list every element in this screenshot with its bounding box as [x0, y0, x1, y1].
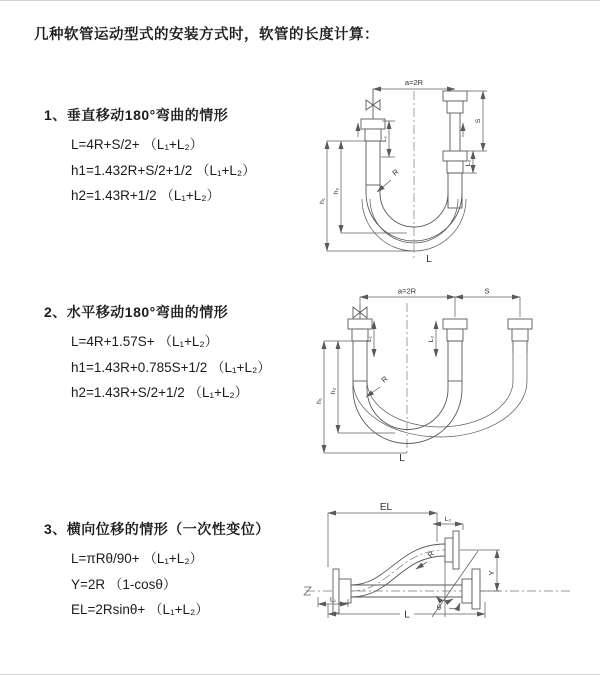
formula-L: L=πRθ/90+ （L₁+L₂） — [71, 551, 204, 566]
radius-label: R — [379, 374, 390, 385]
dim-h2-label: h₂ — [330, 387, 337, 395]
diagram-lateral-displacement — [304, 502, 572, 621]
radius-label: R — [425, 549, 437, 560]
page-title: 几种软管运动型式的安装方式时，软管的长度计算： — [34, 27, 379, 43]
right-hose-braid — [448, 173, 462, 208]
dimension-s — [467, 91, 487, 151]
formula-EL: EL=2Rsinθ+ （L₁+L₂） — [71, 602, 209, 617]
section-vertical-180 — [44, 105, 256, 209]
dimension-l — [328, 602, 485, 621]
original-position-pipe — [351, 569, 480, 609]
left-hose-braid — [353, 341, 367, 381]
right-pipe-lower-flange — [443, 151, 467, 173]
dim-a2r-label: a=2R — [404, 78, 424, 87]
formula-L: L=4R+S/2+ （L₁+L₂） — [71, 137, 204, 152]
technical-diagrams — [295, 59, 600, 671]
dim-s-label: S — [484, 286, 490, 296]
formula-h2: h2=1.43R+1/2 （L₁+L₂） — [71, 188, 221, 203]
dim-l-label: L — [404, 609, 410, 621]
dim-s-label: S — [475, 118, 482, 124]
section-lateral-displacement — [44, 519, 270, 623]
section-3-heading: 3、横向位移的情形（一次性变位） — [44, 521, 270, 537]
dimension-l2 — [433, 516, 463, 530]
dim-l2-label: L₂ — [428, 335, 435, 343]
dim-el-label: EL — [379, 502, 393, 513]
dimension-h1 — [316, 341, 407, 453]
dim-l1-label: L₁ — [329, 596, 337, 604]
dimension-el — [328, 502, 437, 567]
dimension-a2r — [360, 287, 520, 318]
dimension-a2r — [373, 78, 455, 89]
radius-label: R — [390, 167, 401, 178]
dim-h1-label: h₁ — [319, 197, 326, 205]
section-2-heading: 2、水平移动180°弯曲的情形 — [44, 304, 229, 320]
formula-h1: h1=1.43R+0.785S+1/2 （L₁+L₂） — [71, 359, 271, 375]
valve-icon — [366, 89, 380, 119]
section-horizontal-180 — [44, 302, 271, 406]
left-hose-braid — [366, 141, 380, 185]
dim-a2r-label: a=2R — [397, 286, 417, 296]
right-pipe-upper-flange — [443, 91, 467, 151]
dim-y-label: Y — [487, 570, 496, 576]
formula-L: L=4R+1.57S+ （L₁+L₂） — [71, 334, 219, 349]
diagram-vertical-180 — [319, 78, 487, 265]
moved-pipe-flange — [508, 319, 532, 353]
middle-pipe-flange — [443, 319, 467, 341]
dim-l1-label: L₁ — [366, 335, 373, 343]
formula-h2: h2=1.43R+S/2+1/2 （L₁+L₂） — [71, 385, 249, 400]
bend-radius-callout — [377, 167, 401, 192]
section-1-heading: 1、垂直移动180°弯曲的情形 — [44, 107, 229, 123]
diagram-horizontal-180 — [316, 287, 532, 465]
dim-h1-label: h₁ — [316, 397, 323, 405]
dim-l2-label: L₂ — [465, 159, 472, 167]
u-bend-hose-moved — [353, 353, 527, 437]
dimension-h2 — [333, 141, 407, 233]
middle-hose-braid — [448, 341, 462, 381]
displaced-hose — [351, 531, 459, 597]
length-label: L — [399, 453, 405, 464]
dim-l2-label: L₂ — [444, 516, 452, 523]
length-label: L — [426, 254, 432, 265]
angle-theta-label: θ — [436, 603, 442, 612]
formula-h1: h1=1.432R+S/2+1/2 （L₁+L₂） — [71, 162, 256, 178]
u-bend-hose-original — [353, 381, 462, 444]
formula-Y: Y=2R （1-cosθ） — [71, 576, 177, 592]
dim-l1-label: L₁ — [381, 135, 388, 143]
valve-icon — [353, 305, 367, 319]
dimension-l2 — [428, 321, 436, 357]
dim-h2-label: h₂ — [333, 187, 340, 195]
dimension-s — [455, 287, 520, 298]
